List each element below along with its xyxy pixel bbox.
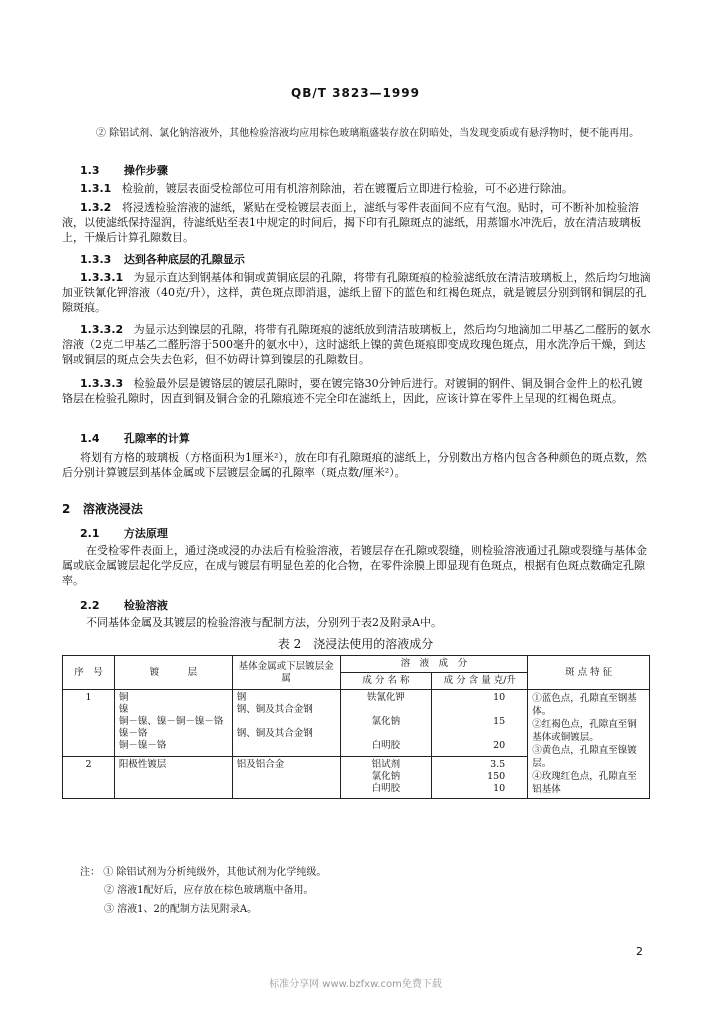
section-title: 操作步骤 [123, 164, 168, 177]
note-continuation: ② 除铝试剂、氯化钠溶液外，其他检验溶液均应用棕色玻璃瓶盛装存放在阴暗处，当发现变质或有悬浮物时，便不能再用。 [96, 128, 640, 139]
component-value: 15 [493, 716, 506, 727]
section-title: 达到各种底层的孔隙显示 [123, 253, 245, 266]
header-feature: 斑 点 特 征 [528, 656, 650, 690]
note-item: ③ 溶液1、2的配制方法见附录A。 [104, 904, 258, 915]
page-number: 2 [636, 945, 643, 958]
component-name: 铁氰化钾 [366, 692, 405, 703]
section-2-2-heading [80, 597, 168, 613]
paragraph-text: 为显示直达到钢基体和铜或黄铜底层的孔隙，将带有孔隙斑痕的检验滤纸放在清洁玻璃板上，然后均匀地滴加亚铁氰化钾溶液（40克/升），这样，黄色斑点即消退，滤纸上留下的蓝色和红褐色斑点，就是镀层分别到钢和铜层的孔隙斑痕。 [62, 271, 651, 314]
row-coating [114, 690, 232, 757]
section-1-4-text: 将划有方格的玻璃板（方格面积为1厘米²），放在印有孔隙斑痕的滤纸上，分别数出方格内包含各种颜色的斑点数，然后分别计算镀层到基体金属或下层镀层金属的孔隙率（斑点数/厘米²）。 [62, 451, 647, 479]
paragraph-text: 为显示达到镍层的孔隙，将带有孔隙斑痕的滤纸放到清洁玻璃板上，然后均匀地滴加二甲基乙二醛肟的氨水溶液（2克二甲基乙二醛肟溶于500毫升的氨水中），这时滤纸上镍的黄色斑痕即变成玫瑰色斑点，用水洗净后干燥，到达钢或铜层的斑点会失去色彩，但不妨碍计算到镍层的孔隙数目。 [62, 323, 651, 366]
feature-item: ③黄色点，孔隙直至镍镀层。 [532, 745, 637, 769]
standard-code-header: QB/T 3823—1999 [291, 86, 420, 100]
header-coating: 镀 层 [114, 656, 232, 690]
header-component-name: 成 分 名 称 [340, 673, 432, 690]
section-title: 溶液浇浸法 [82, 502, 143, 516]
feature-item: ②红褐色点，孔隙直至铜基体或铜镀层。 [532, 719, 637, 743]
table-notes [80, 866, 326, 880]
section-2-1-text: 在受检零件表面上，通过浇或浸的办法后有检验溶液，若镀层存在孔隙或裂缝，则检验溶液通过孔隙或裂缝与基体金属或底金属镀层起化学反应，在成与镀层有明显色差的化合物，在零件涂膜上即显现有色斑点，根据有色斑点数确定孔隙率。 [62, 544, 647, 587]
paragraph-text: 检验前，镀层表面受检部位可用有机溶剂除油，若在镀覆后立即进行检验，可不必进行除油。 [121, 182, 573, 195]
solution-table [62, 655, 650, 799]
row-seq: 1 [63, 690, 115, 757]
coating-line: 铜－镍－铬 [118, 740, 167, 751]
row-component-values [432, 690, 528, 757]
section-number: 1.3.3.1 [80, 271, 124, 284]
section-title: 孔隙率的计算 [123, 432, 190, 445]
component-name: 氯化钠 [371, 770, 401, 782]
section-number: 1.3.3.3 [80, 377, 124, 390]
section-1-4-heading [80, 430, 190, 446]
row-base-metal [232, 690, 340, 757]
component-name: 白明胶 [371, 782, 401, 794]
component-value: 10 [493, 692, 506, 703]
section-number: 1.3.2 [80, 201, 112, 214]
section-1-3-3-2 [62, 322, 652, 367]
section-1-3-3-1 [62, 270, 652, 315]
note-item: ② 溶液1配好后，应存放在棕色玻璃瓶中备用。 [104, 885, 314, 896]
coating-line: 铜－镍、镍－铜－镍－铬 [118, 716, 224, 727]
base-line: 钢、铜及其合金钢 [236, 704, 313, 715]
component-value: 3.5 [490, 758, 506, 770]
table-header-row [63, 656, 650, 673]
section-number: 1.3.3.2 [80, 323, 124, 336]
section-1-3-3-3 [62, 376, 652, 406]
section-number: 1.3.1 [80, 182, 112, 195]
section-1-3-2 [62, 200, 652, 245]
row-seq: 2 [63, 756, 115, 798]
base-line-spacer [237, 716, 336, 728]
row-spacer [436, 728, 523, 740]
row-spacer [345, 704, 428, 716]
section-2-2-text: 不同基体金属及其镀层的检验溶液与配制方法，分别列于表2及附录A中。 [86, 616, 442, 629]
section-1-3-1 [80, 181, 652, 196]
notes-label: 注： [80, 867, 100, 878]
section-1-3-3-heading [80, 251, 245, 267]
component-value: 20 [493, 740, 506, 751]
section-title: 检验溶液 [123, 599, 168, 612]
section-2-heading [62, 500, 143, 517]
paragraph-text: 将浸透检验溶液的滤纸，紧贴在受检镀层表面上，滤纸与零件表面间不应有气泡。贴时，可不断补加检验溶液，以使滤纸保持湿润，待滤纸贴至表1中规定的时间后，揭下印有孔隙斑点的滤纸，用蒸馏水冲洗后，放在清洁玻璃板上，干燥后计算孔隙数目。 [62, 201, 641, 244]
header-base-metal: 基体金属或下层镀层金属 [232, 656, 340, 690]
coating-line: 镍 [118, 704, 129, 715]
footer-watermark: 标准分享网 www.bzfxw.com免费下载 [269, 979, 442, 990]
base-line: 钢 [236, 692, 247, 703]
section-number: 2.2 [80, 599, 100, 612]
table-row [63, 690, 650, 757]
row-component-names [340, 756, 432, 798]
row-component-values [432, 756, 528, 798]
row-spacer [345, 728, 428, 740]
section-number: 1.4 [80, 432, 100, 445]
header-solution: 溶 液 成 分 [340, 656, 528, 673]
header-component-content: 成 分 含 量 克/升 [432, 673, 528, 690]
section-2-1-heading [80, 525, 168, 541]
section-title: 方法原理 [123, 527, 168, 540]
row-coating: 阳极性镀层 [114, 756, 232, 798]
component-name: 铝试剂 [371, 758, 401, 770]
feature-item: ①蓝色点，孔隙直至钢基体。 [532, 693, 637, 717]
note-item: ① 除铝试剂为分析纯级外，其他试剂为化学纯级。 [103, 867, 327, 878]
section-number: 1.3.3 [80, 253, 112, 266]
row-spacer [436, 704, 523, 716]
component-name: 白明胶 [371, 740, 401, 751]
component-name: 氯化钠 [371, 716, 401, 727]
section-number: 2 [62, 502, 71, 516]
row-base-metal: 铝及铝合金 [232, 756, 340, 798]
coating-line: 镍－铬 [118, 728, 148, 739]
section-1-3-heading [80, 162, 168, 178]
row-component-names [340, 690, 432, 757]
section-number: 2.1 [80, 527, 100, 540]
header-seq: 序 号 [63, 656, 115, 690]
table-caption: 表 2 浇浸法使用的溶液成分 [277, 637, 434, 651]
component-value: 150 [487, 770, 506, 782]
feature-cell [528, 690, 650, 799]
component-value: 10 [493, 782, 506, 794]
paragraph-text: 检验最外层是镀铬层的镀层孔隙时，要在镀完铬30分钟后进行。对镀铜的钢件、铜及铜合金件上的松孔镀铬层在检验孔隙时，因直到铜及铜合金的孔隙痕迹不完全印在滤纸上，因此，应该计算在零件上呈现的红褐色斑点。 [62, 377, 643, 405]
feature-item: ④玫瑰红色点，孔隙直至铝基体 [532, 771, 637, 795]
base-line: 钢、铜及其合金钢 [236, 728, 313, 739]
coating-line: 铜 [118, 692, 129, 703]
section-number: 1.3 [80, 164, 100, 177]
